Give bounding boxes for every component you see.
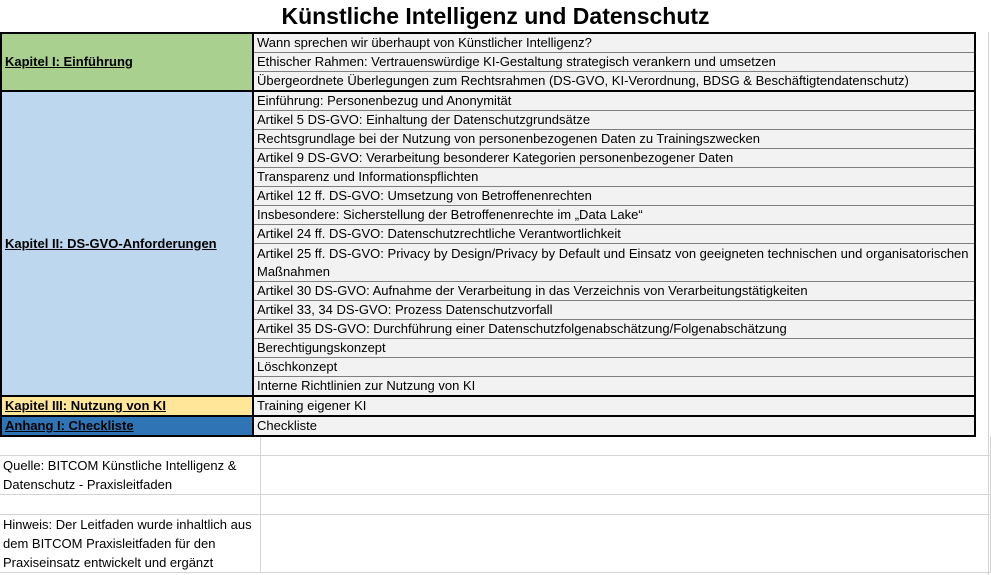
column-gridline <box>988 32 989 575</box>
table-cell[interactable]: Übergeordnete Überlegungen zum Rechtsrahmen (DS-GVO, KI-Verordnung, BDSG & Beschäftigtendatenschutz) <box>253 72 975 92</box>
table-cell[interactable]: Berechtigungskonzept <box>253 339 975 358</box>
overview-table <box>0 32 976 437</box>
empty-cell[interactable] <box>260 514 990 572</box>
source-cell[interactable]: Quelle: BITCOM Künstliche Intelligenz & Datenschutz - Praxisleitfaden <box>0 455 260 494</box>
table-cell[interactable]: Rechtsgrundlage bei der Nutzung von personenbezogenen Daten zu Trainingszwecken <box>253 130 975 149</box>
table-cell[interactable]: Artikel 24 ff. DS-GVO: Datenschutzrechtliche Verantwortlichkeit <box>253 225 975 244</box>
table-cell[interactable]: Artikel 5 DS-GVO: Einhaltung der Datenschutzgrundsätze <box>253 111 975 130</box>
empty-cell[interactable] <box>260 455 990 494</box>
empty-cell[interactable] <box>0 494 260 514</box>
table-cell[interactable]: Training eigener KI <box>253 396 975 416</box>
table-cell[interactable]: Insbesondere: Sicherstellung der Betroffenenrechte im „Data Lake“ <box>253 206 975 225</box>
table-cell[interactable]: Artikel 9 DS-GVO: Verarbeitung besonderer Kategorien personenbezogener Daten <box>253 149 975 168</box>
empty-cell[interactable] <box>0 437 260 455</box>
table-cell[interactable]: Einführung: Personenbezug und Anonymität <box>253 91 975 111</box>
overview-table-container <box>0 32 991 437</box>
table-cell[interactable]: Wann sprechen wir überhaupt von Künstlicher Intelligenz? <box>253 33 975 53</box>
table-cell[interactable]: Ethischer Rahmen: Vertrauenswürdige KI-Gestaltung strategisch verankern und umsetzen <box>253 53 975 72</box>
chapter-cell[interactable]: Anhang I: Checkliste <box>1 416 253 436</box>
footer-cells <box>0 437 991 573</box>
table-cell[interactable]: Artikel 33, 34 DS-GVO: Prozess Datenschutzvorfall <box>253 301 975 320</box>
table-cell[interactable]: Artikel 30 DS-GVO: Aufnahme der Verarbeitung in das Verzeichnis von Verarbeitungstätigkeiten <box>253 282 975 301</box>
table-cell[interactable]: Löschkonzept <box>253 358 975 377</box>
chapter-cell[interactable]: Kapitel III: Nutzung von KI <box>1 396 253 416</box>
chapter-cell[interactable]: Kapitel II: DS-GVO-Anforderungen <box>1 91 253 396</box>
table-cell[interactable]: Artikel 35 DS-GVO: Durchführung einer Datenschutzfolgenabschätzung/Folgenabschätzung <box>253 320 975 339</box>
empty-cell[interactable] <box>260 494 990 514</box>
empty-cell[interactable] <box>260 437 990 455</box>
table-cell[interactable]: Interne Richtlinien zur Nutzung von KI <box>253 377 975 397</box>
table-cell[interactable]: Artikel 12 ff. DS-GVO: Umsetzung von Betroffenenrechten <box>253 187 975 206</box>
note-cell[interactable]: Hinweis: Der Leitfaden wurde inhaltlich aus dem BITCOM Praxisleitfaden für den Praxiseinsatz entwickelt und ergänzt <box>0 514 260 572</box>
table-cell[interactable]: Transparenz und Informationspflichten <box>253 168 975 187</box>
table-cell[interactable]: Artikel 25 ff. DS-GVO: Privacy by Design/Privacy by Default und Einsatz von geeigneten technischen und organisatorischen Maßnahmen <box>253 244 975 282</box>
chapter-cell[interactable]: Kapitel I: Einführung <box>1 33 253 91</box>
sheet-title: Künstliche Intelligenz und Datenschutz <box>281 3 710 29</box>
table-cell[interactable]: Checkliste <box>253 416 975 436</box>
